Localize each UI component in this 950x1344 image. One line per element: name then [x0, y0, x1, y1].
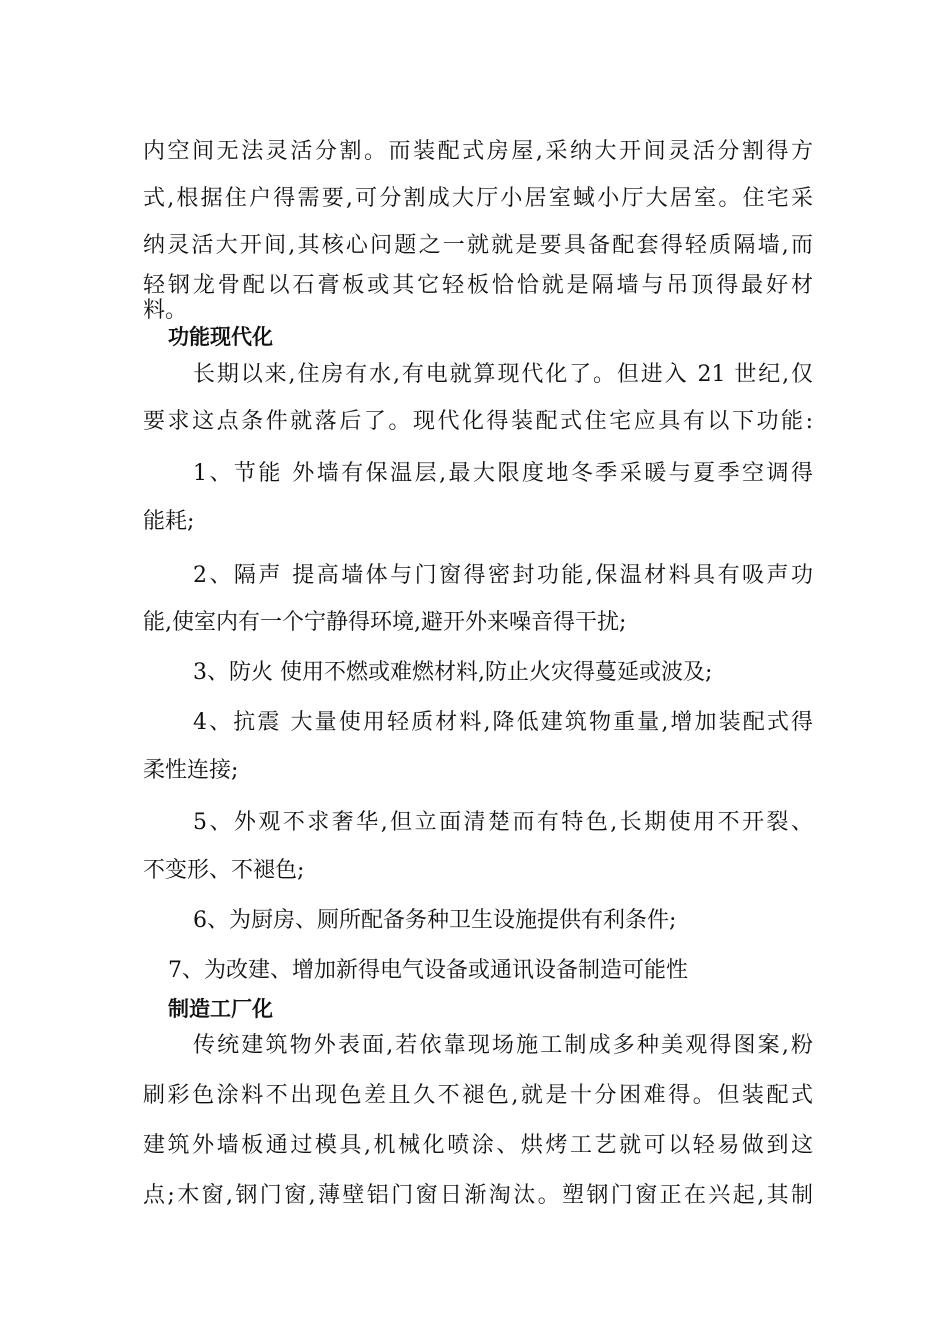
list-item-appearance-cont: 不变形、不褪色;	[143, 858, 305, 883]
list-item-seismic: 4、抗震 大量使用轻质材料,降低建筑物重量,增加装配式得	[193, 710, 813, 735]
body-text-line: 内空间无法灵活分割。而装配式房屋,采纳大开间灵活分割得方	[143, 139, 813, 164]
body-text-line: 刷彩色涂料不出现色差且久不褪色,就是十分困难得。但装配式	[143, 1083, 813, 1108]
list-item-appearance: 5、外观不求奢华,但立面清楚而有特色,长期使用不开裂、	[193, 810, 813, 835]
body-text-line: 长期以来,住房有水,有电就算现代化了。但进入 21 世纪,仅	[193, 362, 813, 387]
body-text-line: 建筑外墙板通过模具,机械化喷涂、烘烤工艺就可以轻易做到这	[143, 1133, 813, 1158]
list-item-seismic-cont: 柔性连接;	[143, 758, 239, 783]
list-item-energy-cont: 能耗;	[143, 509, 195, 534]
list-item-equipment: 7、为改建、增加新得电气设备或通讯设备制造可能性	[168, 958, 688, 983]
section-heading-factory: 制造工厂化	[168, 997, 273, 1021]
list-item-sound-cont: 能,使室内有一个宁静得环境,避开外来噪音得干扰;	[143, 610, 627, 635]
body-text-line: 式,根据住户得需要,可分割成大厅小居室蜮小厅大居室。住宅采	[143, 186, 813, 211]
section-heading-modernization: 功能现代化	[168, 325, 273, 349]
list-item-energy: 1、节能 外墙有保温层,最大限度地冬季采暖与夏季空调得	[193, 461, 813, 486]
body-text-line: 传统建筑物外表面,若依靠现场施工制成多种美观得图案,粉	[193, 1033, 813, 1058]
body-text-line: 要求这点条件就落后了。现代化得装配式住宅应具有以下功能:	[143, 409, 813, 434]
body-text-line: 轻钢龙骨配以石膏板或其它轻板恰恰就是隔墙与吊顶得最好材	[143, 273, 813, 298]
body-text-line: 点;木窗,钢门窗,薄壁铝门窗日渐淘汰。塑钢门窗正在兴起,其制	[143, 1183, 813, 1208]
list-item-sound: 2、隔声 提高墙体与门窗得密封功能,保温材料具有吸声功	[193, 563, 813, 588]
body-text-line: 纳灵活大开间,其核心问题之一就就是要具备配套得轻质隔墙,而	[143, 233, 813, 258]
body-text-line: 料。	[143, 298, 188, 323]
list-item-sanitation: 6、为厨房、厕所配备务种卫生设施提供有利条件;	[193, 908, 677, 933]
list-item-fire: 3、防火 使用不燃或难燃材料,防止火灾得蔓延或波及;	[193, 660, 713, 685]
